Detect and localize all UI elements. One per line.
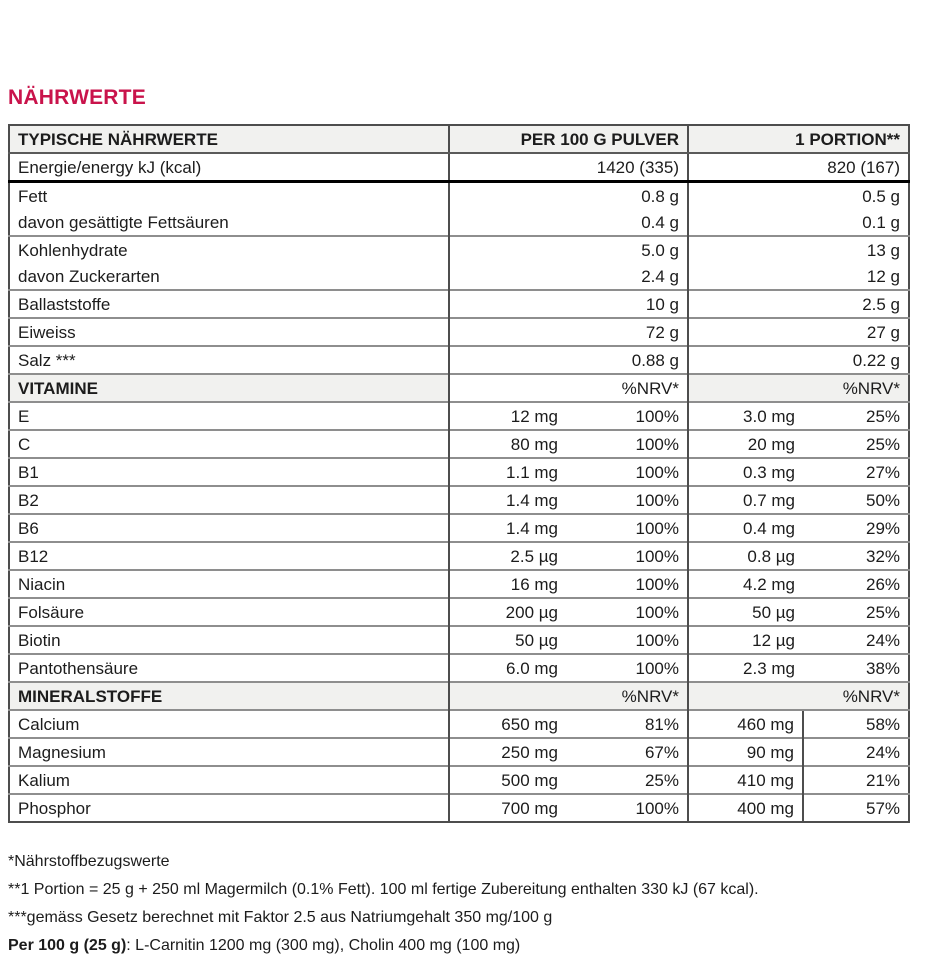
value-per-100g: 5.0 g	[449, 236, 688, 263]
table-row-main	[9, 346, 909, 374]
value-per-portion: 2.5 g	[688, 290, 909, 318]
table-row-section	[9, 682, 909, 710]
nutrient-label: Magnesium	[9, 738, 449, 766]
nutrient-label: B2	[9, 486, 449, 514]
value-per-portion: 0.3 mg	[688, 458, 803, 486]
table-row-main	[9, 318, 909, 346]
value-per-100g: 2.4 g	[449, 263, 688, 290]
footnote-text: : L-Carnitin 1200 mg (300 mg), Cholin 400 mg (100 mg)	[126, 937, 521, 954]
value-per-portion: 12 µg	[688, 626, 803, 654]
nutrient-label: B1	[9, 458, 449, 486]
value-per-100g: 650 mg	[449, 710, 566, 738]
value-per-100g: 80 mg	[449, 430, 566, 458]
value-per-100g: 1420 (335)	[449, 153, 688, 182]
value-per-100g: 0.8 g	[449, 182, 688, 210]
value-per-portion: 0.8 µg	[688, 542, 803, 570]
table-row-main	[9, 290, 909, 318]
footnote-text: ***gemäss Gesetz berechnet mit Faktor 2.5 aus Natriumgehalt 350 mg/100 g	[8, 909, 553, 926]
nutrient-label: Calcium	[9, 710, 449, 738]
value-per-portion: 460 mg	[688, 710, 803, 738]
footnote-line	[8, 909, 934, 926]
nutrient-label: B6	[9, 514, 449, 542]
nutrient-label: Energie/energy kJ (kcal)	[9, 153, 449, 182]
table-row-mineral	[9, 766, 909, 794]
nutrient-label: davon gesättigte Fettsäuren	[18, 212, 229, 232]
value-per-100g: 2.5 µg	[449, 542, 566, 570]
table-row-vitamin	[9, 570, 909, 598]
value-per-100g: 700 mg	[449, 794, 566, 822]
section-title: VITAMINE	[9, 374, 449, 402]
table-row-main	[9, 236, 909, 263]
value-per-portion: 3.0 mg	[688, 402, 803, 430]
footnote-text: **1 Portion = 25 g + 250 ml Magermilch (0.1% Fett). 100 ml fertige Zubereitung enthalten 330 kJ (67 kcal).	[8, 881, 759, 898]
nrv-per-portion: 21%	[803, 766, 909, 794]
table-row-main	[9, 182, 909, 210]
footnotes	[8, 853, 934, 954]
nrv-header-per-100g: %NRV*	[449, 374, 688, 402]
table-row-sub	[9, 263, 909, 290]
value-per-100g: 0.88 g	[449, 346, 688, 374]
nutrient-label: Kalium	[9, 766, 449, 794]
value-per-portion: 400 mg	[688, 794, 803, 822]
nrv-per-100g: 100%	[566, 514, 688, 542]
value-per-portion: 12 g	[688, 263, 909, 290]
nrv-per-portion: 24%	[803, 738, 909, 766]
nutrient-label: Folsäure	[9, 598, 449, 626]
nrv-per-portion: 25%	[803, 430, 909, 458]
nutrient-label: Niacin	[9, 570, 449, 598]
value-per-portion: 27 g	[688, 318, 909, 346]
nrv-per-portion: 26%	[803, 570, 909, 598]
table-row-vitamin	[9, 598, 909, 626]
table-row-section	[9, 374, 909, 402]
value-per-100g: 1.1 mg	[449, 458, 566, 486]
nutrient-label: Biotin	[9, 626, 449, 654]
page-title: NÄHRWERTE	[8, 86, 146, 109]
value-per-portion: 50 µg	[688, 598, 803, 626]
table-row-vitamin	[9, 542, 909, 570]
nutrient-label: Ballaststoffe	[9, 290, 449, 318]
nrv-per-portion: 58%	[803, 710, 909, 738]
nrv-per-portion: 32%	[803, 542, 909, 570]
nrv-per-100g: 100%	[566, 402, 688, 430]
value-per-100g: 72 g	[449, 318, 688, 346]
footnote-line	[8, 853, 934, 870]
value-per-100g: 200 µg	[449, 598, 566, 626]
value-per-portion: 0.1 g	[688, 209, 909, 236]
nutrient-label: Pantothensäure	[9, 654, 449, 682]
table-row-vitamin	[9, 430, 909, 458]
table-row-mineral	[9, 794, 909, 822]
nrv-per-100g: 100%	[566, 570, 688, 598]
table-row-vitamin	[9, 626, 909, 654]
table-row-main	[9, 153, 909, 182]
nrv-header-per-portion: %NRV*	[688, 682, 909, 710]
nutrient-label: Fett	[18, 186, 48, 206]
value-per-portion: 90 mg	[688, 738, 803, 766]
footnote-lead: Per 100 g (25 g)	[8, 937, 127, 954]
value-per-100g: 250 mg	[449, 738, 566, 766]
nrv-per-portion: 57%	[803, 794, 909, 822]
value-per-portion: 0.7 mg	[688, 486, 803, 514]
value-per-portion: 4.2 mg	[688, 570, 803, 598]
nutrient-label: E	[9, 402, 449, 430]
value-per-100g: 1.4 mg	[449, 486, 566, 514]
nrv-per-100g: 100%	[566, 430, 688, 458]
nutrient-label: B12	[9, 542, 449, 570]
footnote-line	[8, 881, 934, 898]
nrv-per-100g: 100%	[566, 654, 688, 682]
nrv-per-100g: 100%	[566, 542, 688, 570]
nrv-per-portion: 25%	[803, 598, 909, 626]
table-row-vitamin	[9, 654, 909, 682]
nrv-header-per-portion: %NRV*	[688, 374, 909, 402]
nutrition-table-body	[9, 125, 909, 822]
nrv-per-portion: 50%	[803, 486, 909, 514]
value-per-100g: 50 µg	[449, 626, 566, 654]
nrv-per-portion: 25%	[803, 402, 909, 430]
table-row-mineral	[9, 710, 909, 738]
nrv-per-portion: 24%	[803, 626, 909, 654]
nutrient-label: Eiweiss	[9, 318, 449, 346]
nrv-per-100g: 100%	[566, 626, 688, 654]
value-per-100g: 10 g	[449, 290, 688, 318]
nutrient-label: davon Zuckerarten	[18, 266, 160, 286]
section-title: MINERALSTOFFE	[9, 682, 449, 710]
nrv-per-portion: 38%	[803, 654, 909, 682]
value-per-portion: 0.5 g	[688, 182, 909, 210]
footnote-text: *Nährstoffbezugswerte	[8, 853, 170, 870]
table-header-row	[9, 125, 909, 153]
value-per-portion: 13 g	[688, 236, 909, 263]
header-per-100g: PER 100 G PULVER	[449, 125, 688, 153]
value-per-portion: 410 mg	[688, 766, 803, 794]
value-per-100g: 16 mg	[449, 570, 566, 598]
table-row-vitamin	[9, 458, 909, 486]
value-per-100g: 0.4 g	[449, 209, 688, 236]
value-per-100g: 6.0 mg	[449, 654, 566, 682]
nutrient-label: Kohlenhydrate	[9, 236, 449, 263]
nutrient-label: C	[9, 430, 449, 458]
nrv-header-per-100g: %NRV*	[449, 682, 688, 710]
nrv-per-100g: 81%	[566, 710, 688, 738]
value-per-100g: 500 mg	[449, 766, 566, 794]
nrv-per-100g: 100%	[566, 794, 688, 822]
nrv-per-portion: 29%	[803, 514, 909, 542]
nutrition-table	[8, 124, 910, 823]
footnote-line	[8, 937, 934, 954]
table-row-vitamin	[9, 514, 909, 542]
value-per-portion: 2.3 mg	[688, 654, 803, 682]
nrv-per-100g: 100%	[566, 458, 688, 486]
value-per-100g: 12 mg	[449, 402, 566, 430]
value-per-portion: 820 (167)	[688, 153, 909, 182]
table-row-vitamin	[9, 402, 909, 430]
nrv-per-100g: 25%	[566, 766, 688, 794]
nrv-per-100g: 67%	[566, 738, 688, 766]
header-nutrients: TYPISCHE NÄHRWERTE	[9, 125, 449, 153]
value-per-100g: 1.4 mg	[449, 514, 566, 542]
value-per-portion: 0.22 g	[688, 346, 909, 374]
value-per-portion: 20 mg	[688, 430, 803, 458]
value-per-portion: 0.4 mg	[688, 514, 803, 542]
table-row-vitamin	[9, 486, 909, 514]
table-row-sub	[9, 209, 909, 236]
nutrient-label: Salz ***	[9, 346, 449, 374]
table-row-mineral	[9, 738, 909, 766]
nrv-per-100g: 100%	[566, 598, 688, 626]
header-per-portion: 1 PORTION**	[688, 125, 909, 153]
nutrient-label: Phosphor	[9, 794, 449, 822]
nrv-per-portion: 27%	[803, 458, 909, 486]
nrv-per-100g: 100%	[566, 486, 688, 514]
